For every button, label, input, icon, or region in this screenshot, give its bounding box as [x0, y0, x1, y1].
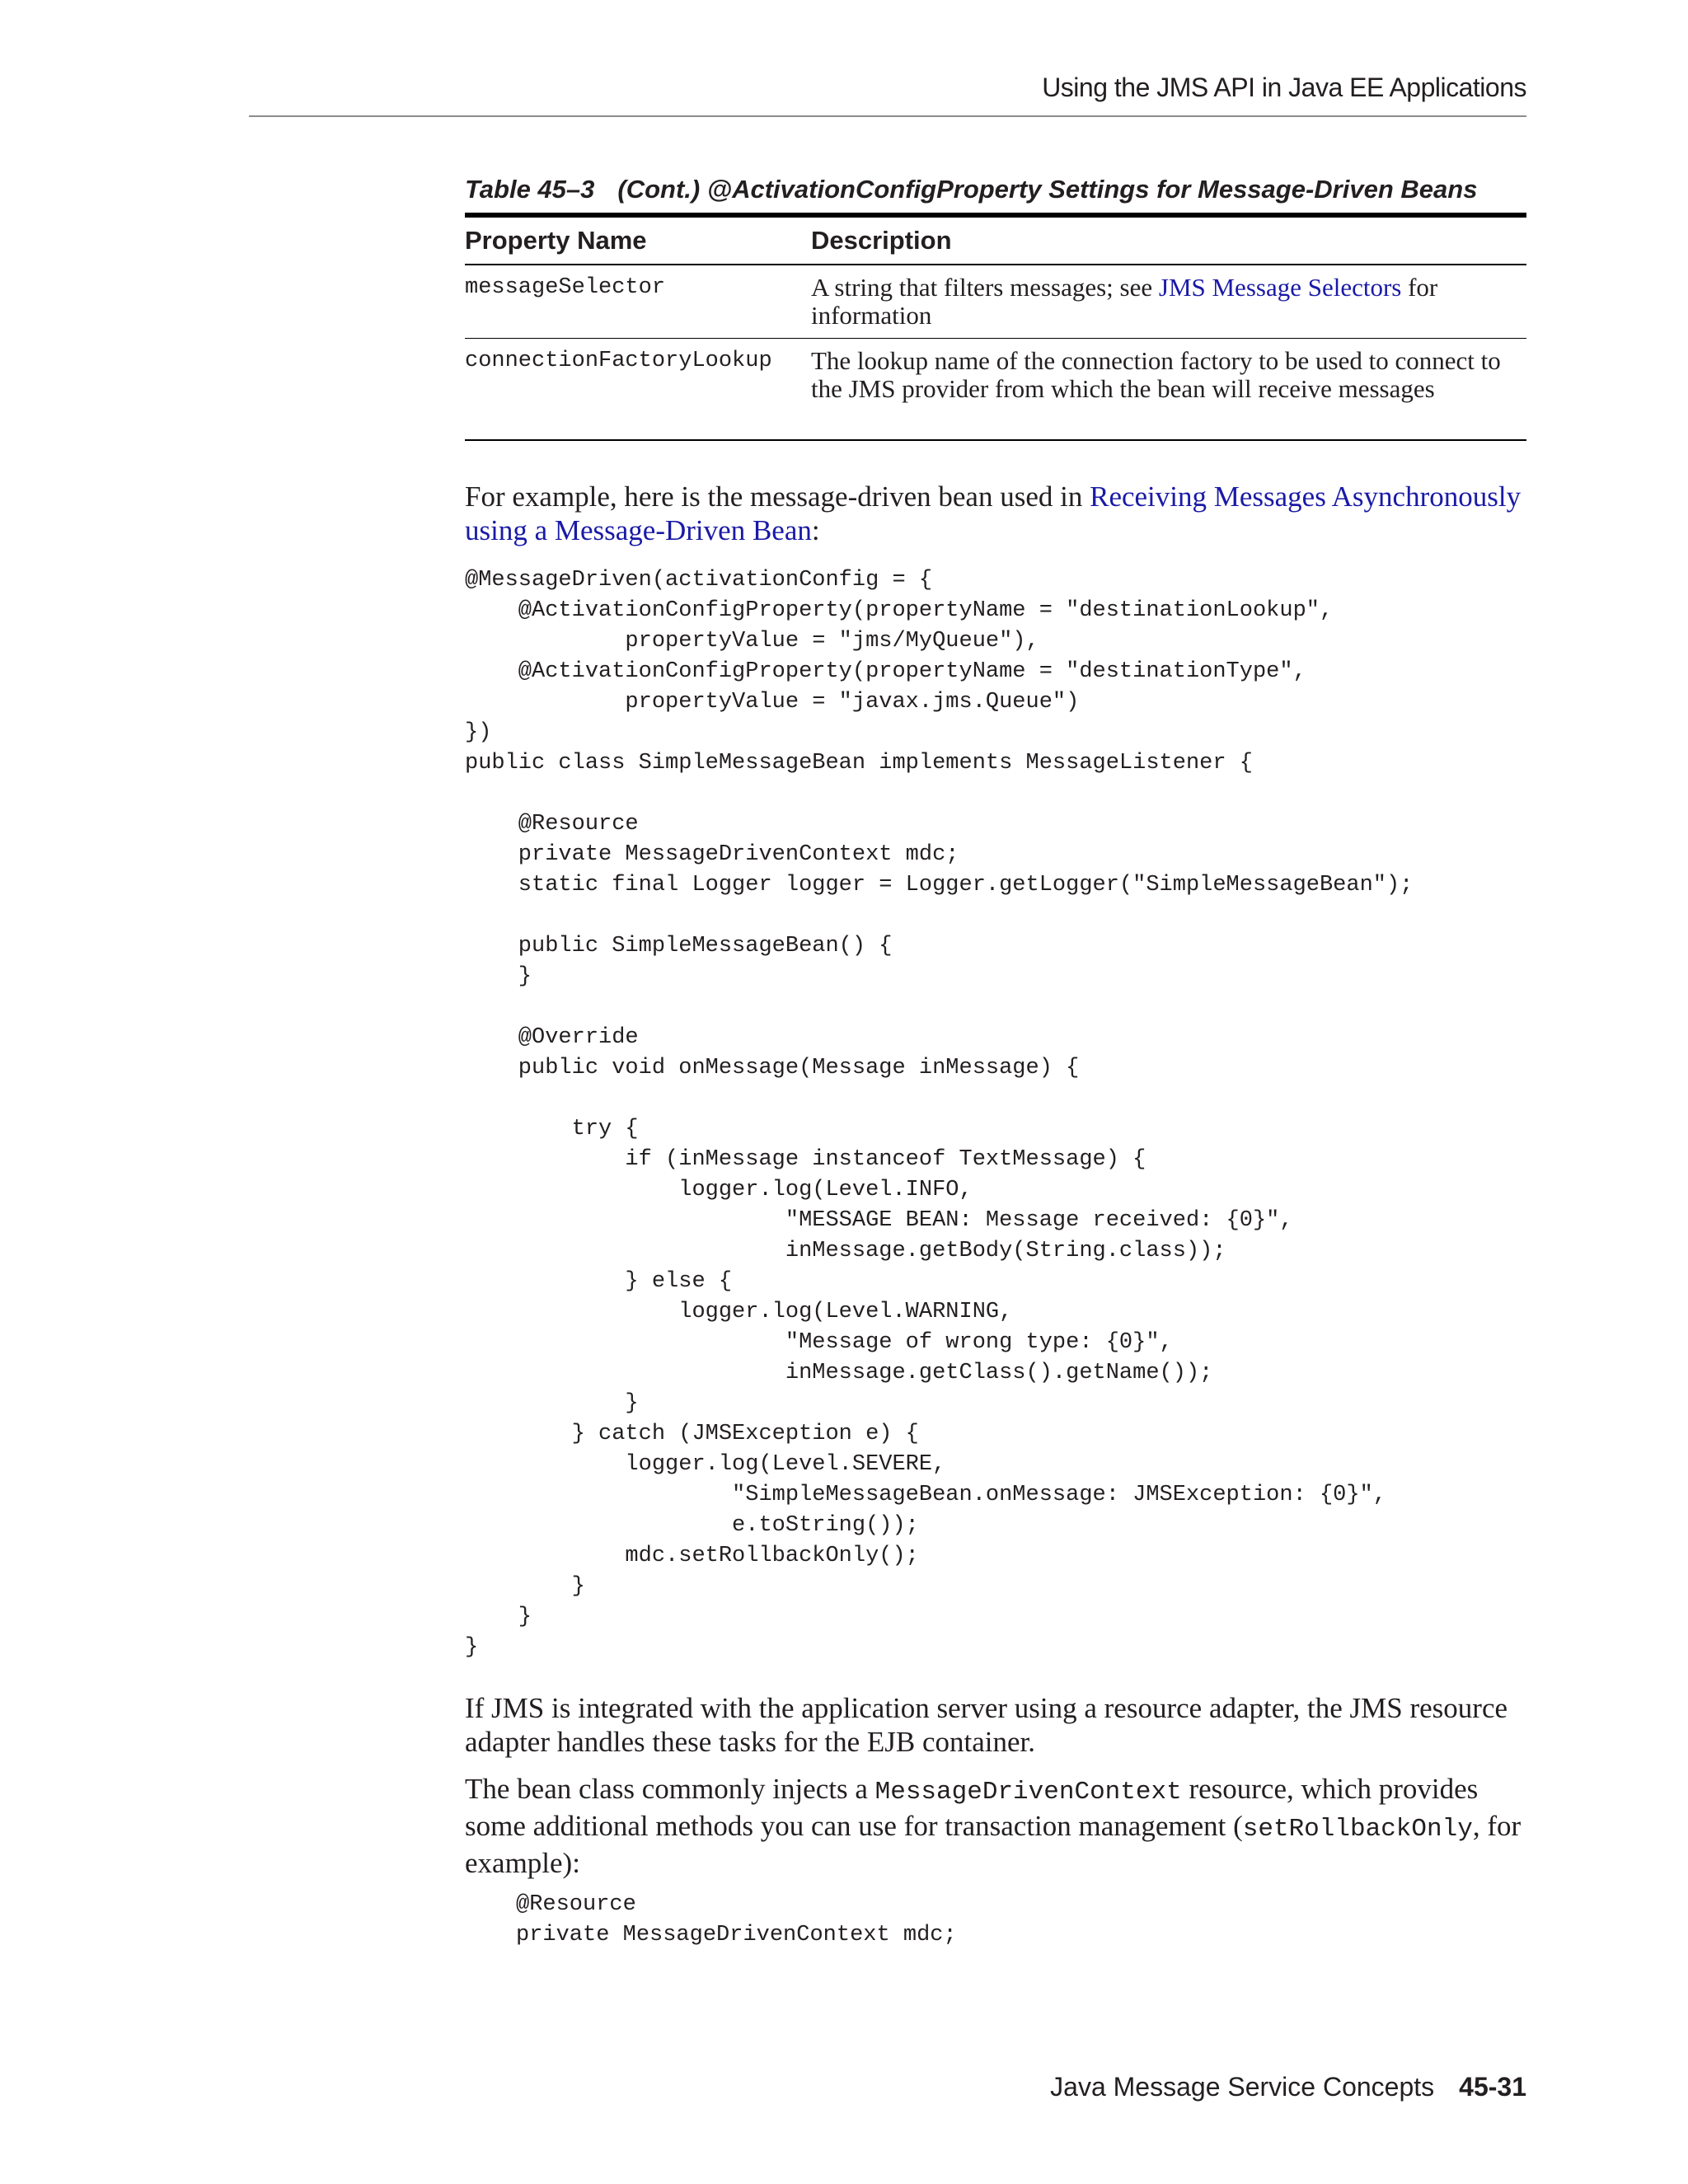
- description-text: for information: [811, 273, 1438, 330]
- properties-table: [465, 213, 1526, 441]
- column-header-property-name: Property Name: [465, 226, 647, 255]
- table-header-row: [465, 218, 1526, 265]
- inline-code: MessageDrivenContext: [874, 1778, 1182, 1807]
- header-rule: [249, 115, 1526, 117]
- example-paragraph: [465, 480, 1526, 547]
- jms-message-selectors-link[interactable]: JMS Message Selectors: [1158, 273, 1402, 302]
- column-header-description: Description: [811, 226, 952, 255]
- paragraph-text: For example, here is the message-driven bean used in: [465, 480, 1090, 513]
- table-row: [465, 339, 1526, 441]
- description-cell: The lookup name of the connection factory to be used to connect to the JMS provider from which the bean will receive messages: [811, 346, 1501, 403]
- table-row: [465, 265, 1526, 339]
- description-cell: [811, 274, 1520, 330]
- property-name-cell: messageSelector: [465, 275, 666, 300]
- page-number: 45-31: [1459, 2072, 1526, 2102]
- paragraph-text: resource, which provides some additional methods you can use for transaction management (: [465, 1773, 1479, 1842]
- paragraph-text: The bean class commonly injects a: [465, 1773, 875, 1805]
- paragraph-text: :: [811, 514, 820, 546]
- property-name-cell: connectionFactoryLookup: [465, 349, 772, 373]
- table-caption-text: (Cont.) @ActivationConfigProperty Settings for Message-Driven Beans: [617, 175, 1478, 204]
- inline-code: setRollbackOnly: [1242, 1815, 1473, 1844]
- table-number: Table 45–3: [465, 175, 595, 204]
- receiving-messages-link[interactable]: Receiving Messages Asynchronously using a Message-Driven Bean: [465, 480, 1522, 546]
- resource-adapter-paragraph: If JMS is integrated with the application server using a resource adapter, the JMS resource adapter handles these tasks for the EJB container.: [465, 1692, 1508, 1758]
- footer-section-title: Java Message Service Concepts: [1050, 2072, 1435, 2102]
- running-header: Using the JMS API in Java EE Applications: [1042, 73, 1526, 102]
- context-paragraph: [465, 1772, 1526, 1880]
- code-listing-resource: @Resource private MessageDrivenContext mdc;: [516, 1892, 957, 1947]
- description-text: A string that filters messages; see: [811, 273, 1159, 302]
- code-listing-message-driven-bean: @MessageDriven(activationConfig = { @ActivationConfigProperty(propertyName = "destinationLookup", propertyValue = "jms/MyQueue"), @ActivationConfigProperty(propertyName = "destinationType", propertyValue = "javax.jms.Queue") }) public class SimpleMessageBean implements MessageListener { @Resource private MessageDrivenContext mdc; static final Logger logger = Logger.getLogger("SimpleMessageBean"); public SimpleMessageBean() { } @Override public void onMessage(Message inMessage) { try { if (inMessage instanceof TextMessage) { logger.log(Level.INFO, "MESSAGE BEAN: Message received: {0}", inMessage.getBody(String.class)); } else { logger.log(Level.WARNING, "Message of wrong type: {0}", inMessage.getClass().getName()); } } catch (JMSException e) { logger.log(Level.SEVERE, "SimpleMessageBean.onMessage: JMSException: {0}", e.toString()); mdc.setRollbackOnly(); } } }: [465, 568, 1414, 1660]
- paragraph-text: , for example):: [465, 1810, 1522, 1879]
- page-footer: [1050, 2072, 1526, 2102]
- table-caption: [465, 175, 1477, 204]
